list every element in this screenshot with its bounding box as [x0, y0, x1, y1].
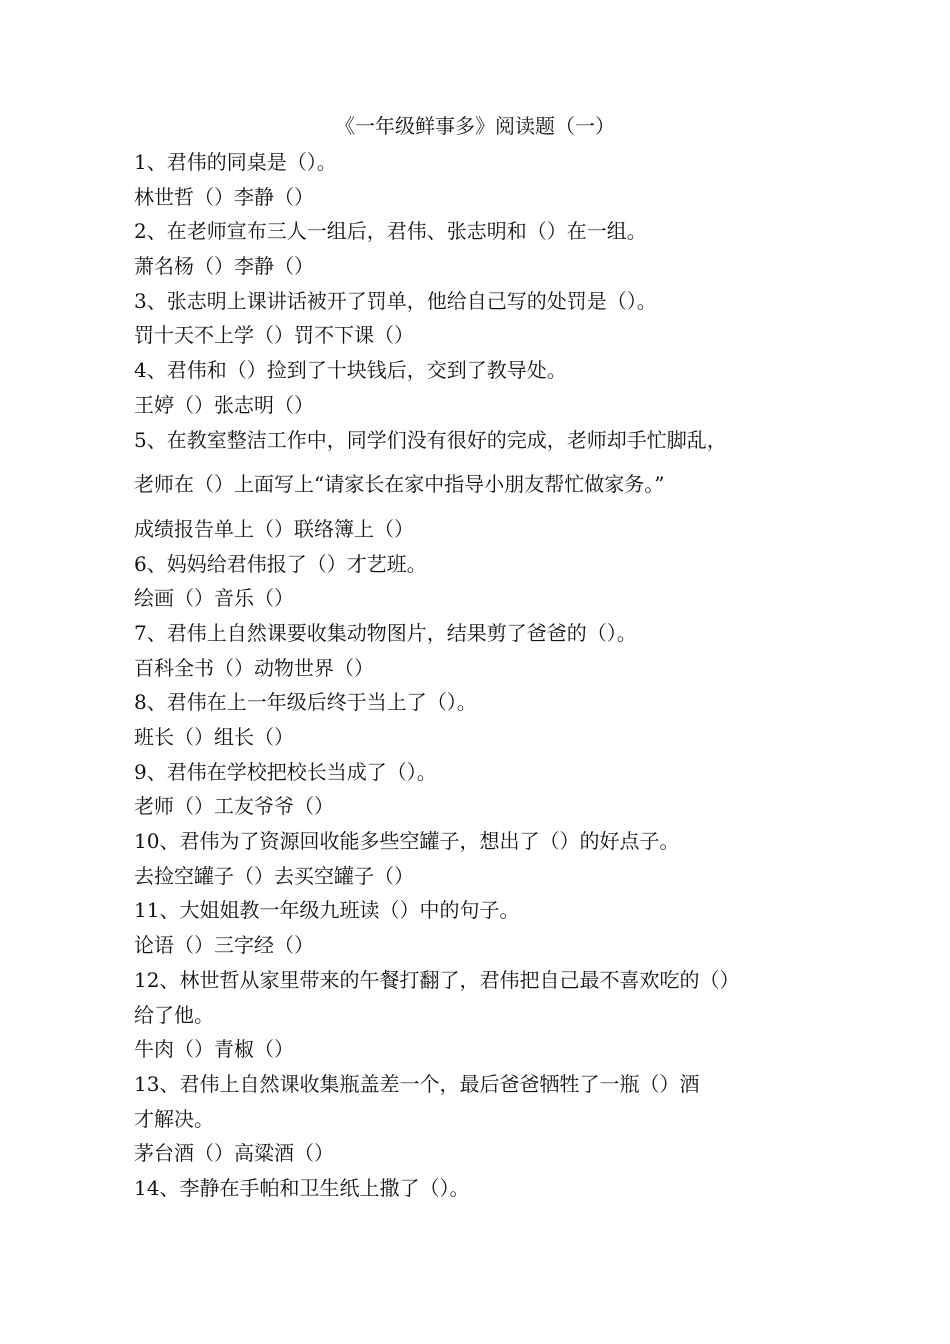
question-line-continued: 老师在（）上面写上“请家长在家中指导小朋友帮忙做家务。” [134, 472, 665, 497]
question-line: 5、在教室整洁工作中，同学们没有很好的完成，老师却手忙脚乱， [134, 427, 727, 452]
document-title: 《一年级鲜事多》阅读题（一） [335, 114, 615, 138]
question-line: 10、君伟为了资源回收能多些空罐子，想出了（）的好点子。 [134, 829, 680, 854]
question-line: 6、妈妈给君伟报了（）才艺班。 [134, 551, 427, 576]
question-line: 9、君伟在学校把校长当成了（）。 [134, 759, 437, 784]
question-list [134, 145, 854, 1206]
answer-options-line: 去捡空罐子（）去买空罐子（） [134, 863, 414, 888]
answer-options-line: 成绩报告单上（）联络簿上（） [134, 516, 414, 541]
answer-options-line: 老师（）工友爷爷（） [134, 794, 334, 819]
question-line: 13、君伟上自然课收集瓶盖差一个，最后爸爸牺牲了一瓶（）酒 [134, 1071, 700, 1096]
answer-options-line: 王婷（）张志明（） [134, 392, 314, 417]
answer-options-line: 绘画（）音乐（） [134, 586, 294, 611]
question-line-continued: 给了他。 [134, 1002, 214, 1027]
question-line-continued: 才解决。 [134, 1106, 214, 1131]
question-line: 4、君伟和（）捡到了十块钱后，交到了教导处。 [134, 358, 567, 383]
question-line: 14、李静在手帕和卫生纸上撒了（）。 [134, 1175, 470, 1200]
answer-options-line: 牛肉（）青椒（） [134, 1037, 294, 1062]
question-line: 12、林世哲从家里带来的午餐打翻了，君伟把自己最不喜欢吃的（） [134, 967, 740, 992]
question-line: 3、张志明上课讲话被开了罚单，他给自己写的处罚是（）。 [134, 288, 657, 313]
answer-options-line: 萧名杨（）李静（） [134, 254, 314, 279]
answer-options-line: 林世哲（）李静（） [134, 184, 314, 209]
question-line: 2、在老师宣布三人一组后，君伟、张志明和（）在一组。 [134, 219, 647, 244]
question-line: 7、君伟上自然课要收集动物图片，结果剪了爸爸的（）。 [134, 620, 637, 645]
question-line: 8、君伟在上一年级后终于当上了（）。 [134, 690, 477, 715]
question-line: 11、大姐姐教一年级九班读（）中的句子。 [134, 898, 520, 923]
answer-options-line: 罚十天不上学（）罚不下课（） [134, 323, 414, 348]
question-line: 1、君伟的同桌是（）。 [134, 150, 337, 174]
answer-options-line: 论语（）三字经（） [134, 933, 314, 958]
answer-options-line: 茅台酒（）高粱酒（） [134, 1141, 334, 1166]
answer-options-line: 班长（）组长（） [134, 725, 294, 749]
answer-options-line: 百科全书（）动物世界（） [134, 655, 374, 680]
